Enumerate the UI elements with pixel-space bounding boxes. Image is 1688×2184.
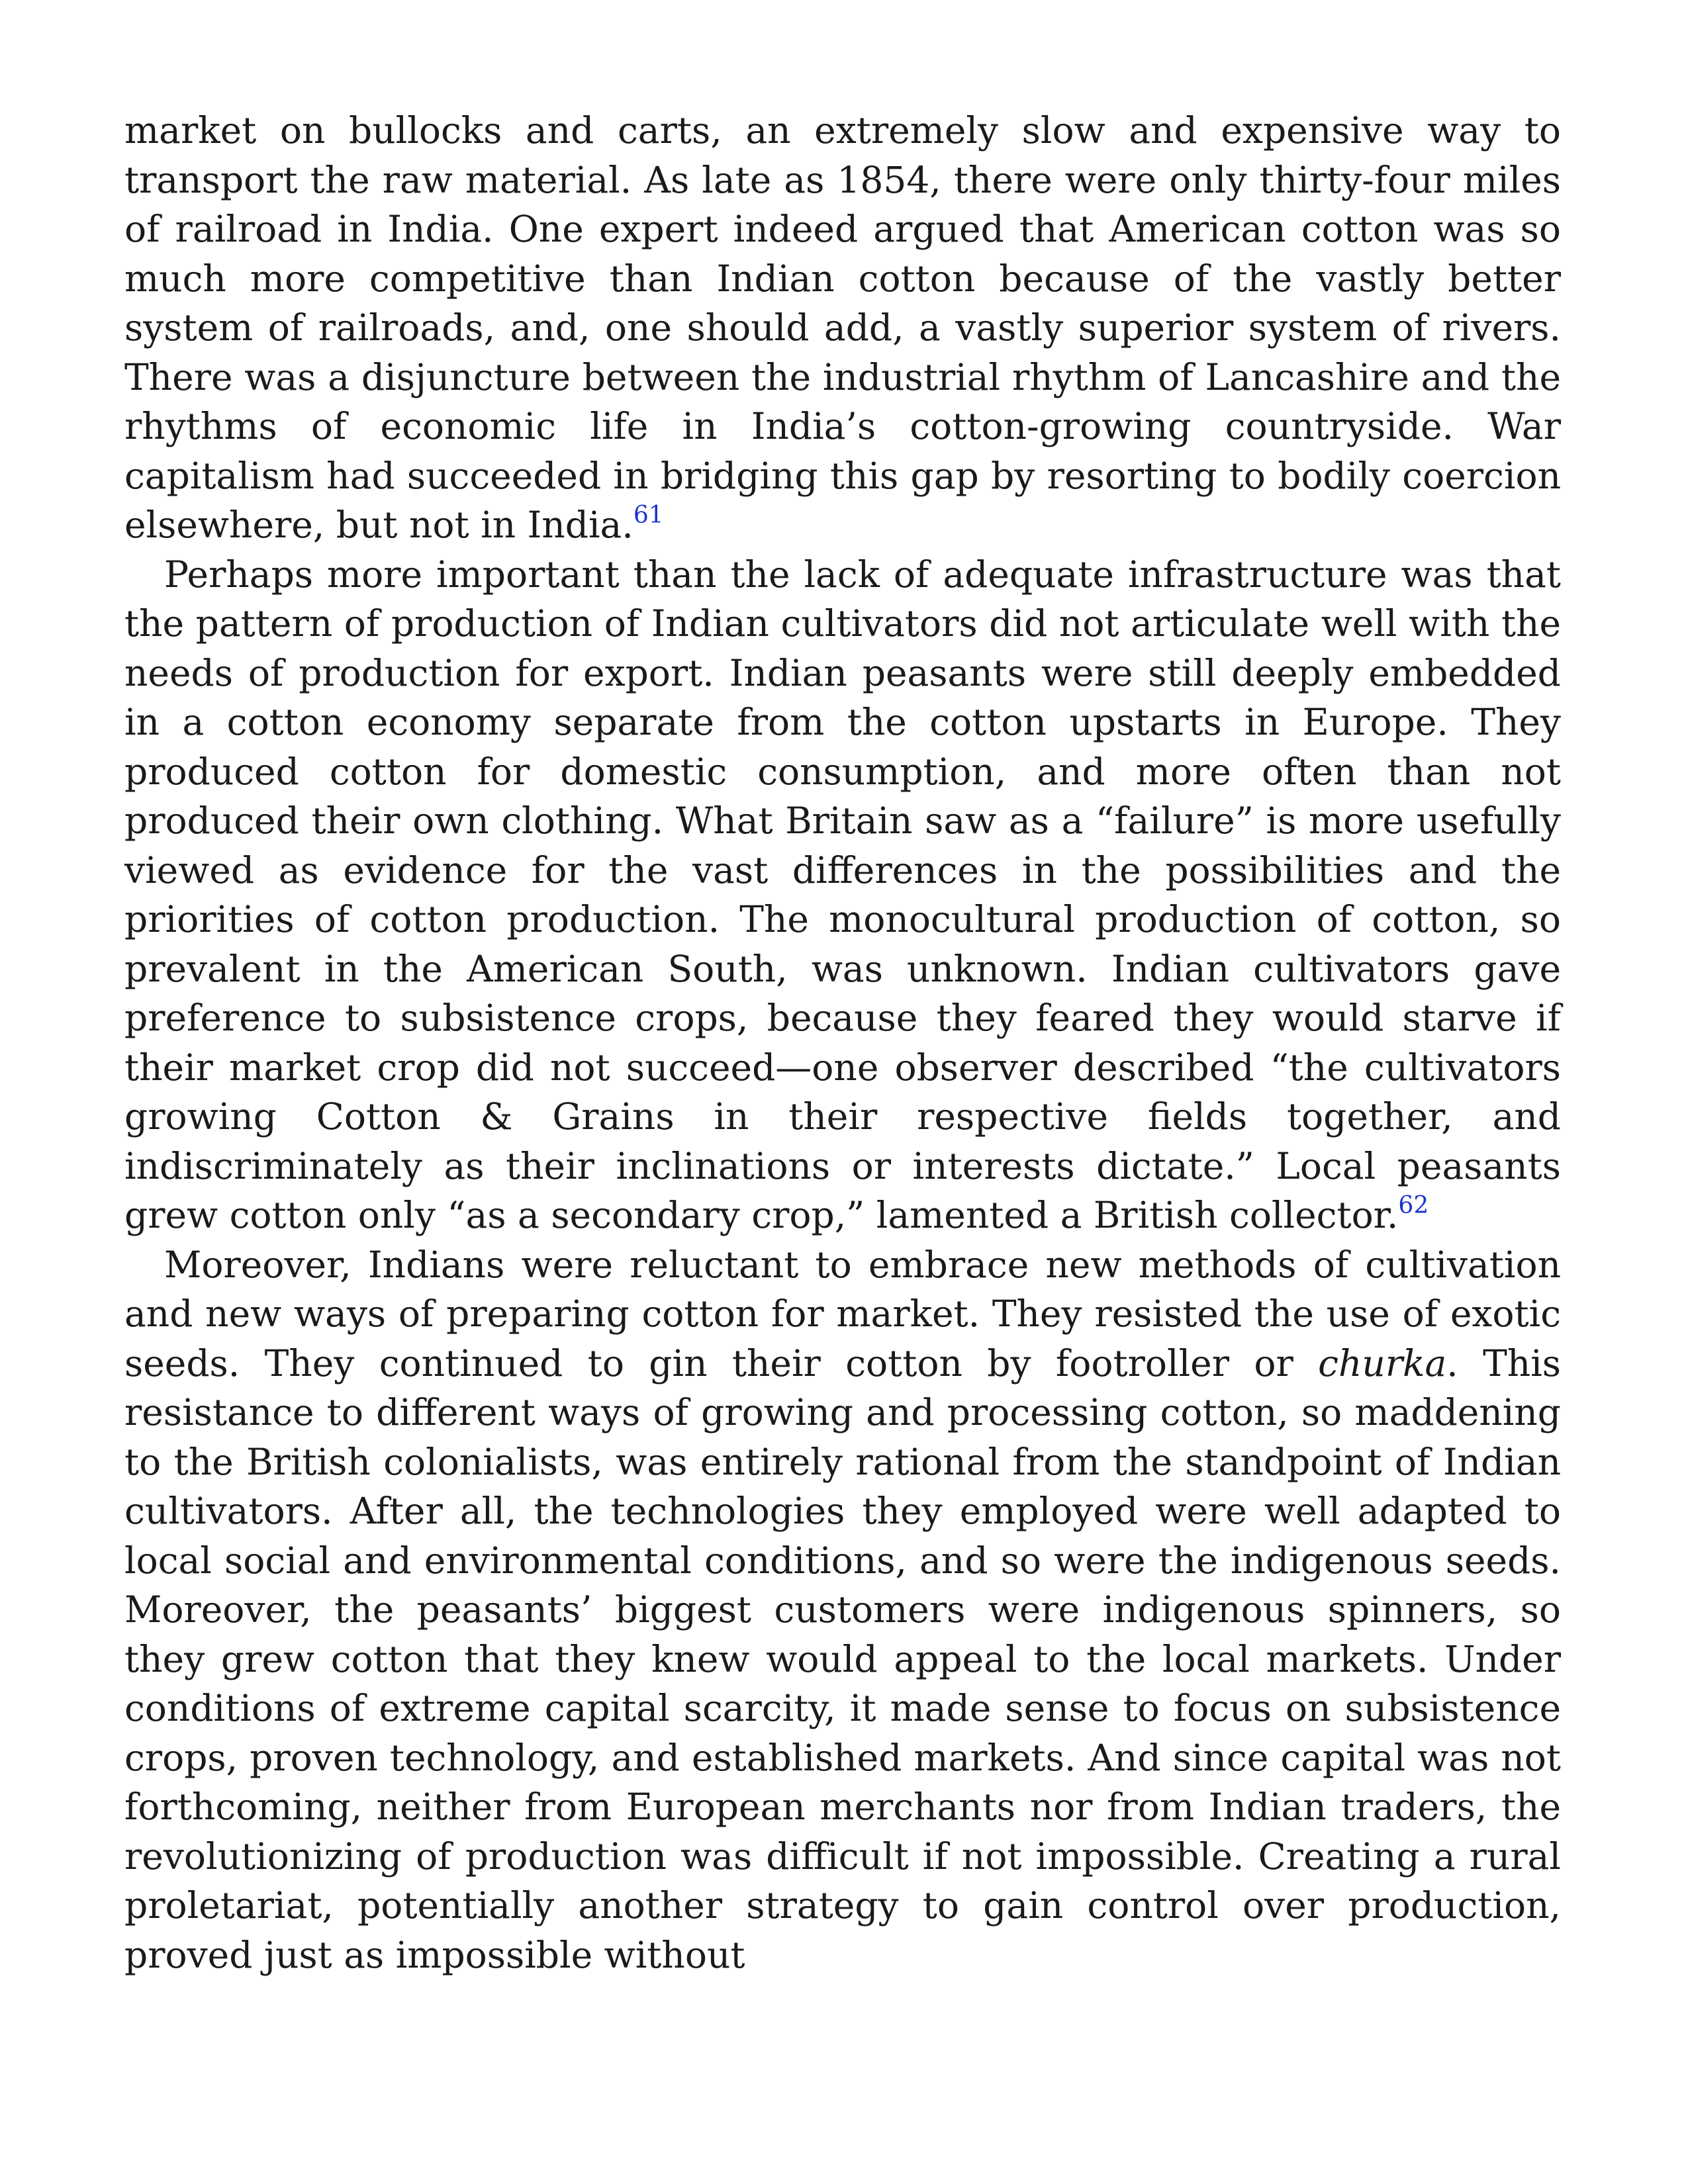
paragraph-1 xyxy=(124,106,1561,550)
footnote-62-link[interactable]: 62 xyxy=(1398,1192,1429,1219)
book-page xyxy=(124,106,1561,1979)
paragraph-3-text-part-2: . This resistance to different ways of growing and processing cotton, so maddening to the British colonialists, was entirely rational from the standpoint of Indian cultivators. After all, the technologies they employed were well adapted to local social and environmental conditions, and so were the indigenous seeds. Moreover, the peasants’ biggest customers were indigenous spinners, so they grew cotton that they knew would appeal to the local markets. Under conditions of extreme capital scarcity, it made sense to focus on subsistence crops, proven technology, and established markets. And since capital was not forthcoming, neither from European merchants nor from Indian traders, the revolutionizing of production was difficult if not impossible. Creating a rural proletariat, potentially another strategy to gain control over production, proved just as impossible without xyxy=(124,1342,1562,1976)
footnote-61-link[interactable]: 61 xyxy=(633,502,664,529)
paragraph-1-text: market on bullocks and carts, an extremely slow and expensive way to transport the raw material. As late as 1854, there were only thirty-four miles of railroad in India. One expert indeed argued that American cotton was so much more competitive than Indian cotton because of the vastly better system of railroads, and, one should add, a vastly superior system of rivers. There was a disjuncture between the industrial rhythm of Lancashire and the rhythms of economic life in India’s cotton-growing countryside. War capitalism had succeeded in bridging this gap by resorting to bodily coercion elsewhere, but not in India. xyxy=(124,109,1561,546)
paragraph-3 xyxy=(124,1240,1561,1980)
paragraph-2 xyxy=(124,550,1561,1240)
churka-term: churka xyxy=(1318,1342,1447,1385)
paragraph-2-text: Perhaps more important than the lack of adequate infrastructure was that the pattern of production of Indian cultivators did not articulate well with the needs of production for export. Indian peasants were still deeply embedded in a cotton economy separate from the cotton upstarts in Europe. They produced cotton for domestic consumption, and more often than not produced their own clothing. What Britain saw as a “failure” is more usefully viewed as evidence for the vast differences in the possibilities and the priorities of cotton production. The monocultural production of cotton, so prevalent in the American South, was unknown. Indian cultivators gave preference to subsistence crops, because they feared they would starve if their market crop did not succeed—one observer described “the cultivators growing Cotton & Grains in their respective fields together, and indiscriminately as their inclinations or interests dictate.” Local peasants grew cotton only “as a secondary crop,” lamented a British collector. xyxy=(124,553,1561,1236)
paragraph-3-text-part-1: Moreover, Indians were reluctant to embrace new methods of cultivation and new ways of preparing cotton for market. They resisted the use of exotic seeds. They continued to gin their cotton by footroller or xyxy=(124,1243,1561,1385)
